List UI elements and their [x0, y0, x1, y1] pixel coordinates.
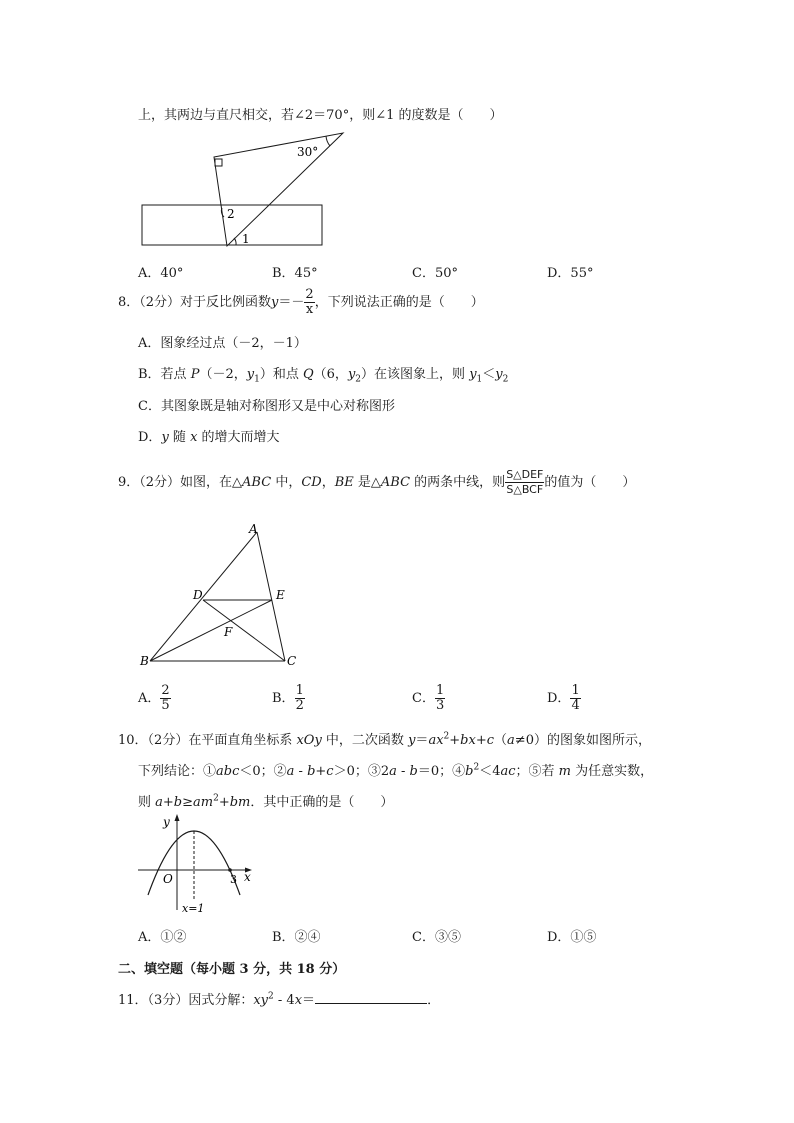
q8-option-b[interactable]: B．若点 P（－2，$y_1$）和点 Q（6，$y_2$）在该图象上，则 $y_1<y_2$	[138, 367, 509, 385]
angle-30-arc	[326, 136, 330, 146]
q9-label-b: B	[140, 654, 149, 668]
q7-option-b[interactable]: B．45°	[272, 266, 318, 281]
q9-option-b[interactable]: B． $\frac{1}{2}$	[272, 683, 304, 713]
q10-option-b[interactable]: B．②④	[272, 930, 321, 945]
q8-stem: 8．（2分）对于反比例函数y＝－ $\frac{2}{x}$ ，下列说法正确的是（ ）	[118, 287, 484, 317]
q10-label-y: y	[163, 815, 170, 829]
q10-parabola-figure	[130, 812, 260, 916]
q11-stem: 11．（3分）因式分解：$xy^2 - 4x=$ ．	[118, 991, 441, 1008]
angle-1-label: 1	[242, 232, 250, 246]
q7-option-d[interactable]: D．55°	[547, 266, 594, 281]
angle-2-arc	[221, 208, 224, 217]
angle-2-label: 2	[227, 207, 235, 221]
q10-option-d[interactable]: D．①⑤	[547, 930, 597, 945]
q9-triangle-figure	[135, 518, 310, 673]
q9-stem: 9．（2分）如图，在△ABC 中，CD，BE 是△ABC 的两条中线，则 $\frac{\text{S△DEF}}{\text{S△BCF}}$ 的值为（ ）	[118, 468, 636, 496]
set-square-triangle	[214, 133, 343, 246]
q9-label-e: E	[276, 588, 285, 602]
q10-label-x: x	[244, 870, 251, 884]
q9-label-c: C	[287, 654, 297, 668]
q11-answer-blank[interactable]	[315, 991, 427, 1004]
angle-1-arc	[234, 238, 236, 245]
q10-stem-line2: 下列结论：①abc＜0；②a - b+c＞0；③2a - b＝0；$④b^2<4ac$；⑤若 m 为任意实数，	[138, 762, 654, 779]
q8-option-c[interactable]: C．其图象既是轴对称图形又是中心对称图形	[138, 399, 395, 414]
right-angle-mark	[215, 159, 222, 166]
q8-option-d[interactable]: D．y 随 x 的增大而增大	[138, 430, 280, 445]
q9-option-d[interactable]: D． $\frac{1}{4}$	[547, 683, 580, 713]
q9-label-a: A	[249, 522, 258, 536]
q10-stem-line3: 则 $a+b\ge am^2+bm$．其中正确的是（ ）	[138, 793, 394, 810]
q7-ruler-triangle-figure	[130, 125, 360, 255]
q9-option-c[interactable]: C． $\frac{1}{3}$	[412, 683, 445, 713]
q7-option-a[interactable]: A．40°	[138, 266, 184, 281]
q10-stem-line1: 10．（2分）在平面直角坐标系 xOy 中，二次函数 $y=ax^2+bx+c(a\ne 0)$的图象如图所示，	[118, 731, 651, 748]
q9-area-ratio: $\frac{\text{S△DEF}}{\text{S△BCF}}$	[506, 468, 544, 496]
q8-option-a[interactable]: A．图象经过点（－2，－1）	[138, 336, 307, 351]
q7-option-c[interactable]: C．50°	[412, 266, 458, 281]
q10-option-c[interactable]: C．③⑤	[412, 930, 461, 945]
section-fill-in-heading: 二、填空题（每小题 3 分，共 18 分）	[118, 962, 346, 977]
q10-option-a[interactable]: A．①②	[138, 930, 187, 945]
q8-fraction: $\frac{2}{x}$	[305, 287, 314, 317]
q9-label-f: F	[224, 625, 233, 639]
q10-label-axis: x=1	[182, 902, 205, 915]
q10-label-three: 3	[230, 873, 237, 886]
root-point	[228, 868, 232, 872]
angle-30-label: 30°	[297, 145, 319, 159]
y-axis-arrow	[175, 814, 180, 821]
q9-option-a[interactable]: A． $\frac{2}{5}$	[138, 683, 170, 713]
q10-label-origin: O	[163, 872, 173, 886]
q9-label-d: D	[193, 588, 203, 602]
q7-stem-tail: 上，其两边与直尺相交，若∠2＝70°，则∠1 的度数是（ ）	[138, 108, 503, 123]
